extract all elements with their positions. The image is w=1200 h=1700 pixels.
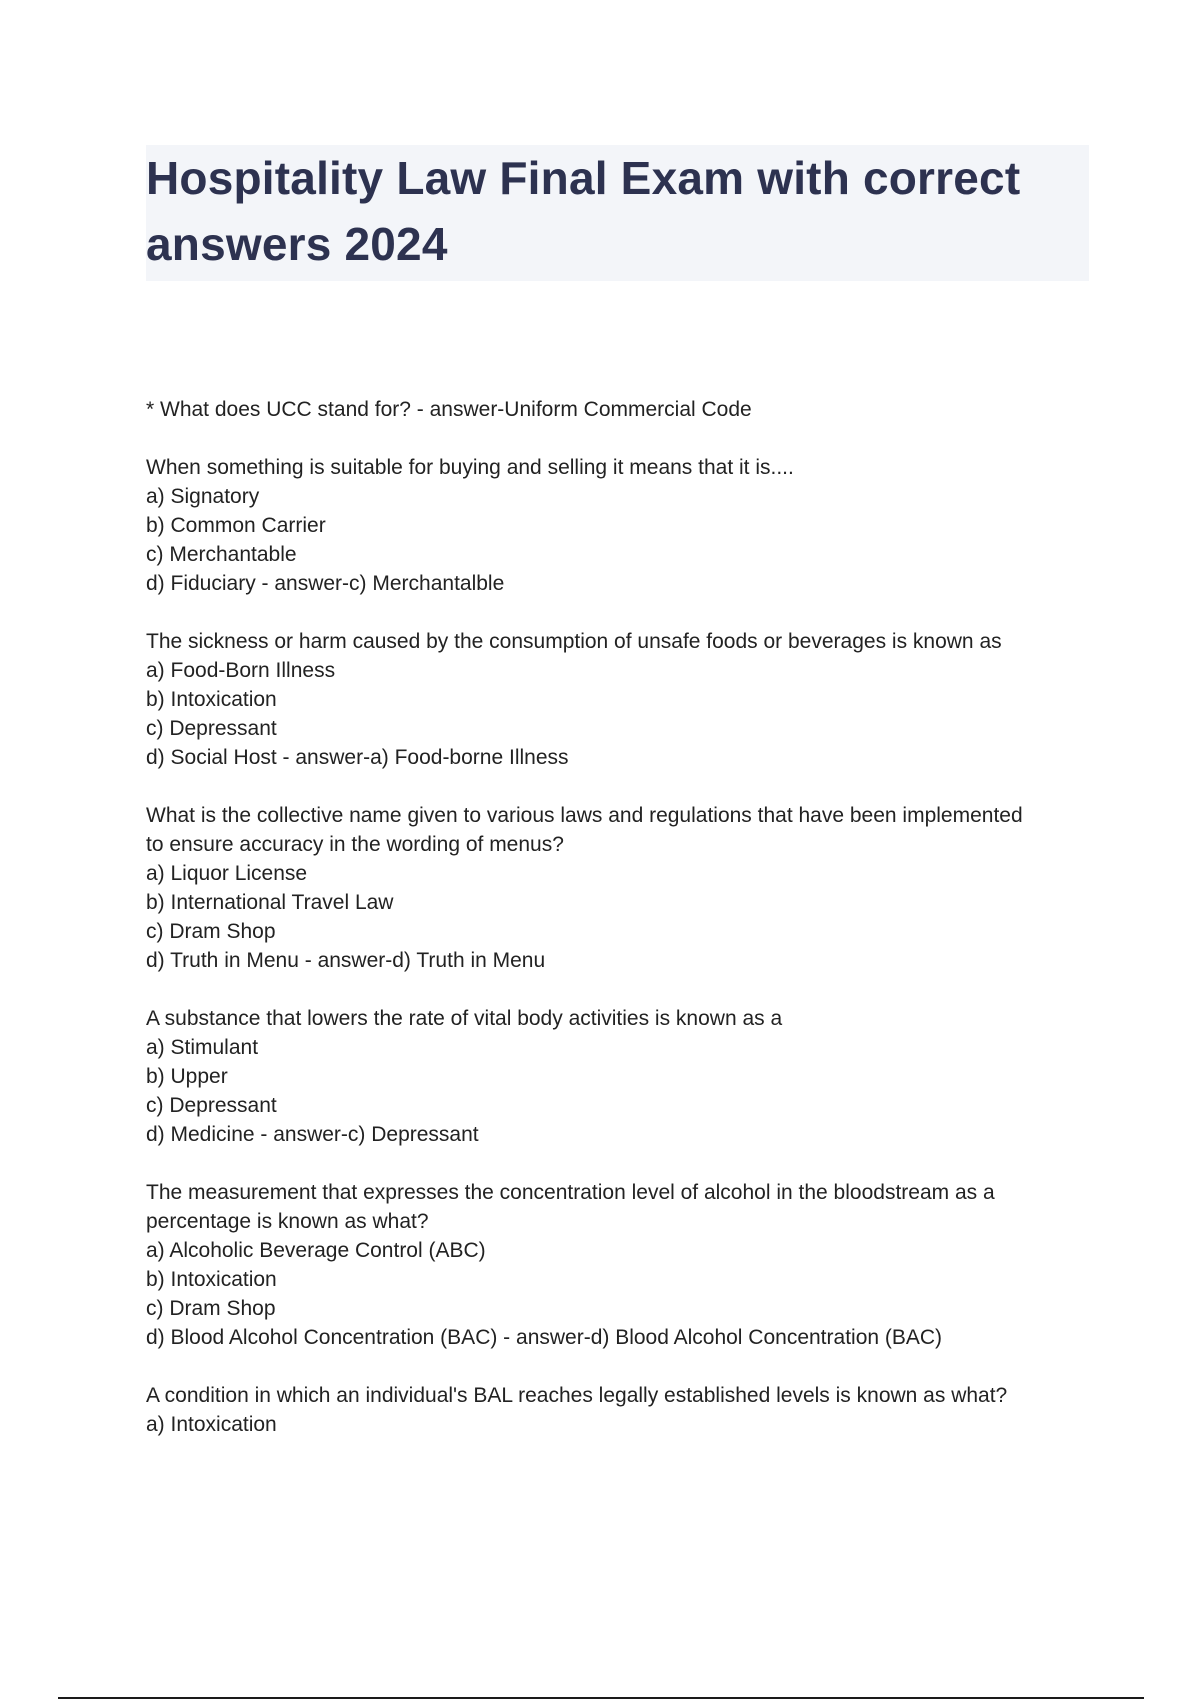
question-3-option-b: b) Intoxication xyxy=(146,688,277,711)
question-5 xyxy=(146,1004,1106,1149)
question-7-option-a: a) Intoxication xyxy=(146,1413,277,1436)
question-6-prompt-line-1: The measurement that expresses the concentration level of alcohol in the bloodstream as a xyxy=(146,1181,995,1204)
question-6-option-b: b) Intoxication xyxy=(146,1268,277,1291)
question-2-option-b: b) Common Carrier xyxy=(146,514,326,537)
question-6 xyxy=(146,1178,1106,1352)
question-2-option-d-answer: d) Fiduciary - answer-c) Merchantalble xyxy=(146,572,505,595)
question-5-option-b: b) Upper xyxy=(146,1065,228,1088)
question-4 xyxy=(146,801,1106,975)
question-3-prompt: The sickness or harm caused by the consumption of unsafe foods or beverages is known as xyxy=(146,630,1002,653)
question-4-option-a: a) Liquor License xyxy=(146,862,308,885)
question-2-option-a: a) Signatory xyxy=(146,485,260,508)
question-2-prompt: When something is suitable for buying and selling it means that it is.... xyxy=(146,456,794,479)
question-7-prompt: A condition in which an individual's BAL reaches legally established levels is known as what? xyxy=(146,1384,1008,1407)
question-5-prompt: A substance that lowers the rate of vital body activities is known as a xyxy=(146,1007,783,1030)
question-5-option-c: c) Depressant xyxy=(146,1094,277,1117)
question-list xyxy=(146,395,1106,1468)
question-4-prompt-line-2: to ensure accuracy in the wording of menus? xyxy=(146,833,564,856)
question-2 xyxy=(146,453,1106,598)
question-6-option-c: c) Dram Shop xyxy=(146,1297,276,1320)
question-1 xyxy=(146,395,1106,424)
title-banner xyxy=(146,145,1089,281)
question-7 xyxy=(146,1381,1106,1439)
question-5-option-d-answer: d) Medicine - answer-c) Depressant xyxy=(146,1123,479,1146)
question-2-option-c: c) Merchantable xyxy=(146,543,297,566)
question-6-option-a: a) Alcoholic Beverage Control (ABC) xyxy=(146,1239,486,1262)
page-title: Hospitality Law Final Exam with correct answers 2024 xyxy=(146,152,1021,270)
question-4-option-c: c) Dram Shop xyxy=(146,920,276,943)
question-1-line-1: * What does UCC stand for? - answer-Uniform Commercial Code xyxy=(146,398,752,421)
question-3-option-c: c) Depressant xyxy=(146,717,277,740)
question-3 xyxy=(146,627,1106,772)
footer-rule xyxy=(58,1697,1144,1699)
question-6-prompt-line-2: percentage is known as what? xyxy=(146,1210,429,1233)
question-3-option-a: a) Food-Born Illness xyxy=(146,659,336,682)
question-4-option-d-answer: d) Truth in Menu - answer-d) Truth in Menu xyxy=(146,949,546,972)
question-4-prompt-line-1: What is the collective name given to various laws and regulations that have been implemented xyxy=(146,804,1023,827)
question-5-option-a: a) Stimulant xyxy=(146,1036,259,1059)
question-4-option-b: b) International Travel Law xyxy=(146,891,394,914)
question-3-option-d-answer: d) Social Host - answer-a) Food-borne Illness xyxy=(146,746,569,769)
question-6-option-d-answer: d) Blood Alcohol Concentration (BAC) - answer-d) Blood Alcohol Concentration (BAC) xyxy=(146,1326,943,1349)
